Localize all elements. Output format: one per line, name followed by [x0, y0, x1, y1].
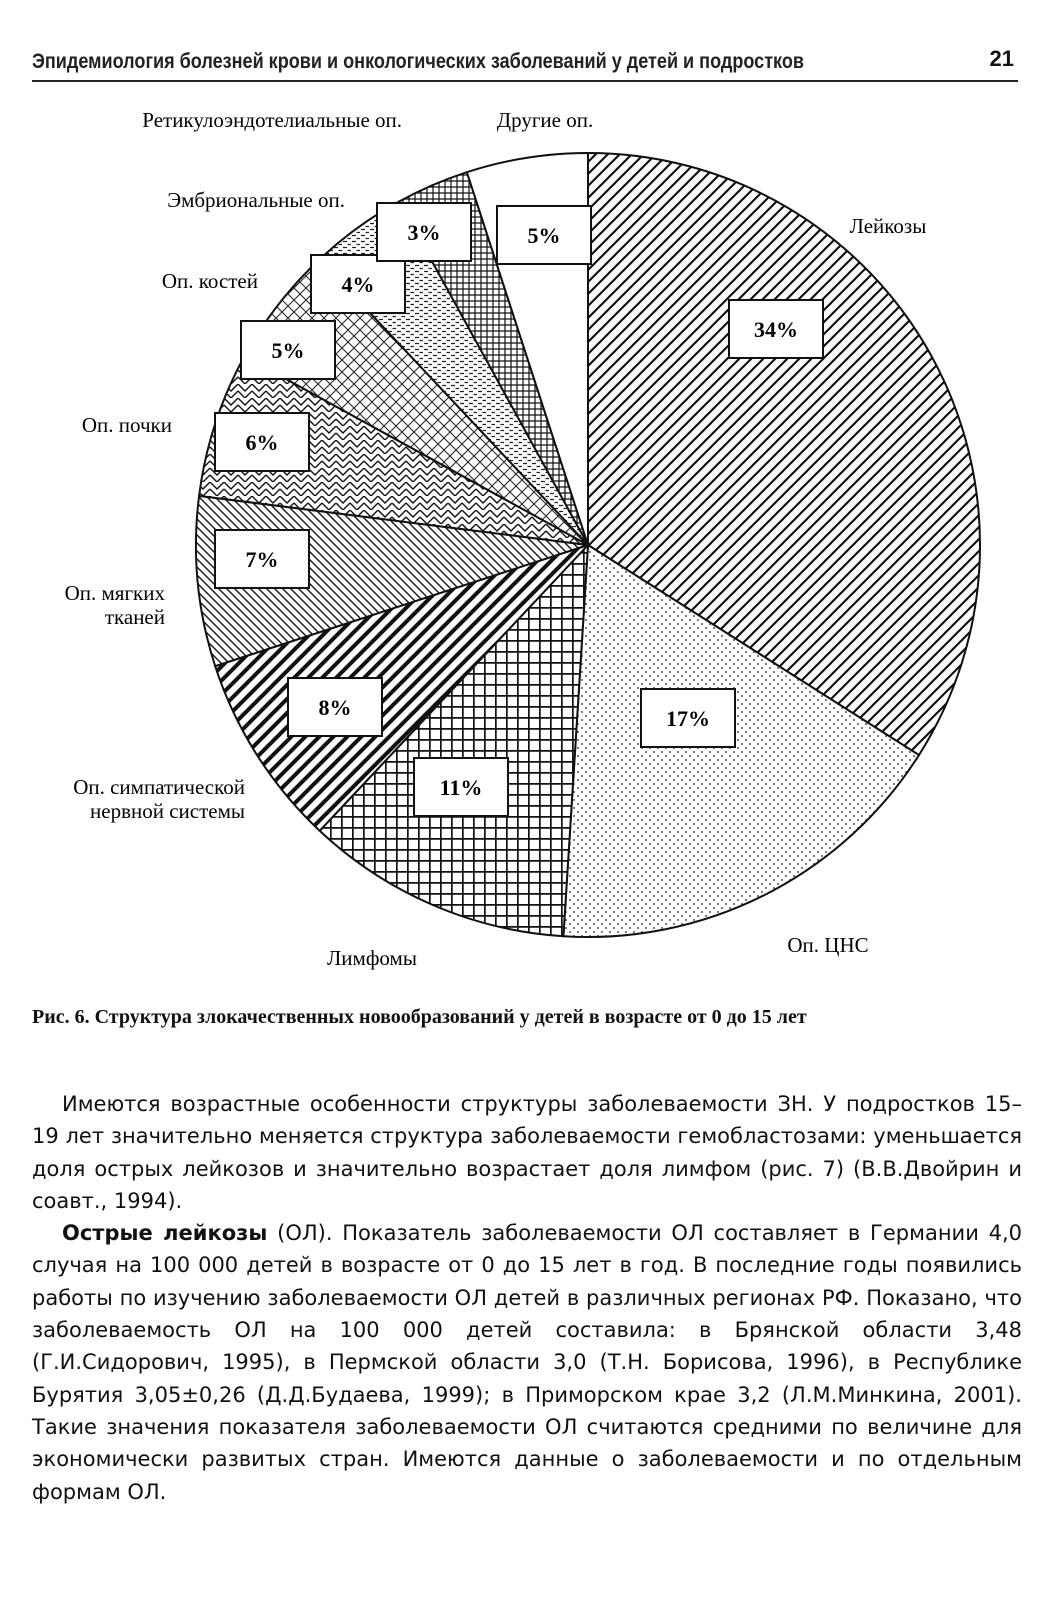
slice-label: Лимфомы [327, 946, 417, 970]
slice-label: Эмбриональные оп. [167, 188, 345, 212]
svg-text:5%: 5% [527, 223, 561, 248]
svg-text:6%: 6% [245, 430, 279, 455]
svg-text:34%: 34% [754, 317, 798, 342]
pie-chart [0, 90, 1050, 990]
value-label [215, 530, 309, 588]
svg-text:7%: 7% [245, 547, 279, 572]
value-label [215, 413, 309, 471]
slice-label: Другие оп. [496, 108, 594, 132]
paragraph-1: Имеются возрастные особенности структуры заболеваемости ЗН. У подростков 15–19 лет значительно меняется структура заболеваемости гемобластозами: уменьшается доля острых лейкозов и значительно возрастает доля лимфом (рис. 7) (В.В.Двойрин и соавт., 1994). [32, 1092, 1022, 1213]
slice-label: Лейкозы [849, 214, 927, 238]
svg-text:17%: 17% [666, 706, 710, 731]
value-label [241, 321, 335, 379]
svg-text:4%: 4% [341, 272, 375, 297]
page-number: 21 [989, 46, 1014, 71]
value-label [311, 255, 405, 313]
figure-caption: Рис. 6. Структура злокачественных новообразований у детей в возрасте от 0 до 15 лет [32, 1006, 807, 1028]
running-title: Эпидемиология болезней крови и онкологических заболеваний у детей и подростков [32, 50, 804, 73]
slice-label: Оп. почки [81, 413, 172, 437]
paragraph-lead: Острые лейкозы [62, 1221, 268, 1246]
body-text [32, 1088, 1022, 1508]
slice-label: Оп. костей [161, 269, 258, 293]
value-label [288, 678, 382, 736]
svg-text:11%: 11% [439, 775, 483, 800]
value-label [497, 206, 591, 264]
slice-label: Ретикулоэндотелиальные оп. [142, 108, 402, 132]
slice-label: Оп. симпатической нервной системы [73, 775, 245, 823]
page-header [32, 40, 1018, 82]
paragraph-2: Острые лейкозы (ОЛ). Показатель заболеваемости ОЛ составляет в Германии 4,0 случая на 100 000 детей в возрасте от 0 до 15 лет в год. В последние годы появились работы по изучению заболеваемости ОЛ детей в различных регионах РФ. Показано, что заболеваемость ОЛ на 100 000 детей составила: в Брянской области 3,48 (Г.И.Сидорович, 1995), в Пермской области 3,0 (Т.Н. Борисова, 1996), в Республике Бурятия 3,05±0,26 (Д.Д.Будаева, 1999); в Приморском крае 3,2 (Л.М.Минкина, 2001). Такие значения показателя заболеваемости ОЛ считаются средними по величине для экономически развитых стран. Имеются данные о заболеваемости и по отдельным формам ОЛ. [32, 1221, 1023, 1504]
slice-label: Оп. ЦНС [787, 933, 869, 957]
slice-label: Оп. мягких тканей [64, 581, 165, 629]
value-label [377, 203, 471, 261]
svg-text:5%: 5% [271, 338, 305, 363]
svg-text:3%: 3% [407, 220, 441, 245]
value-label [729, 300, 823, 358]
value-label [414, 758, 508, 816]
svg-text:8%: 8% [318, 695, 352, 720]
value-label [641, 689, 735, 747]
